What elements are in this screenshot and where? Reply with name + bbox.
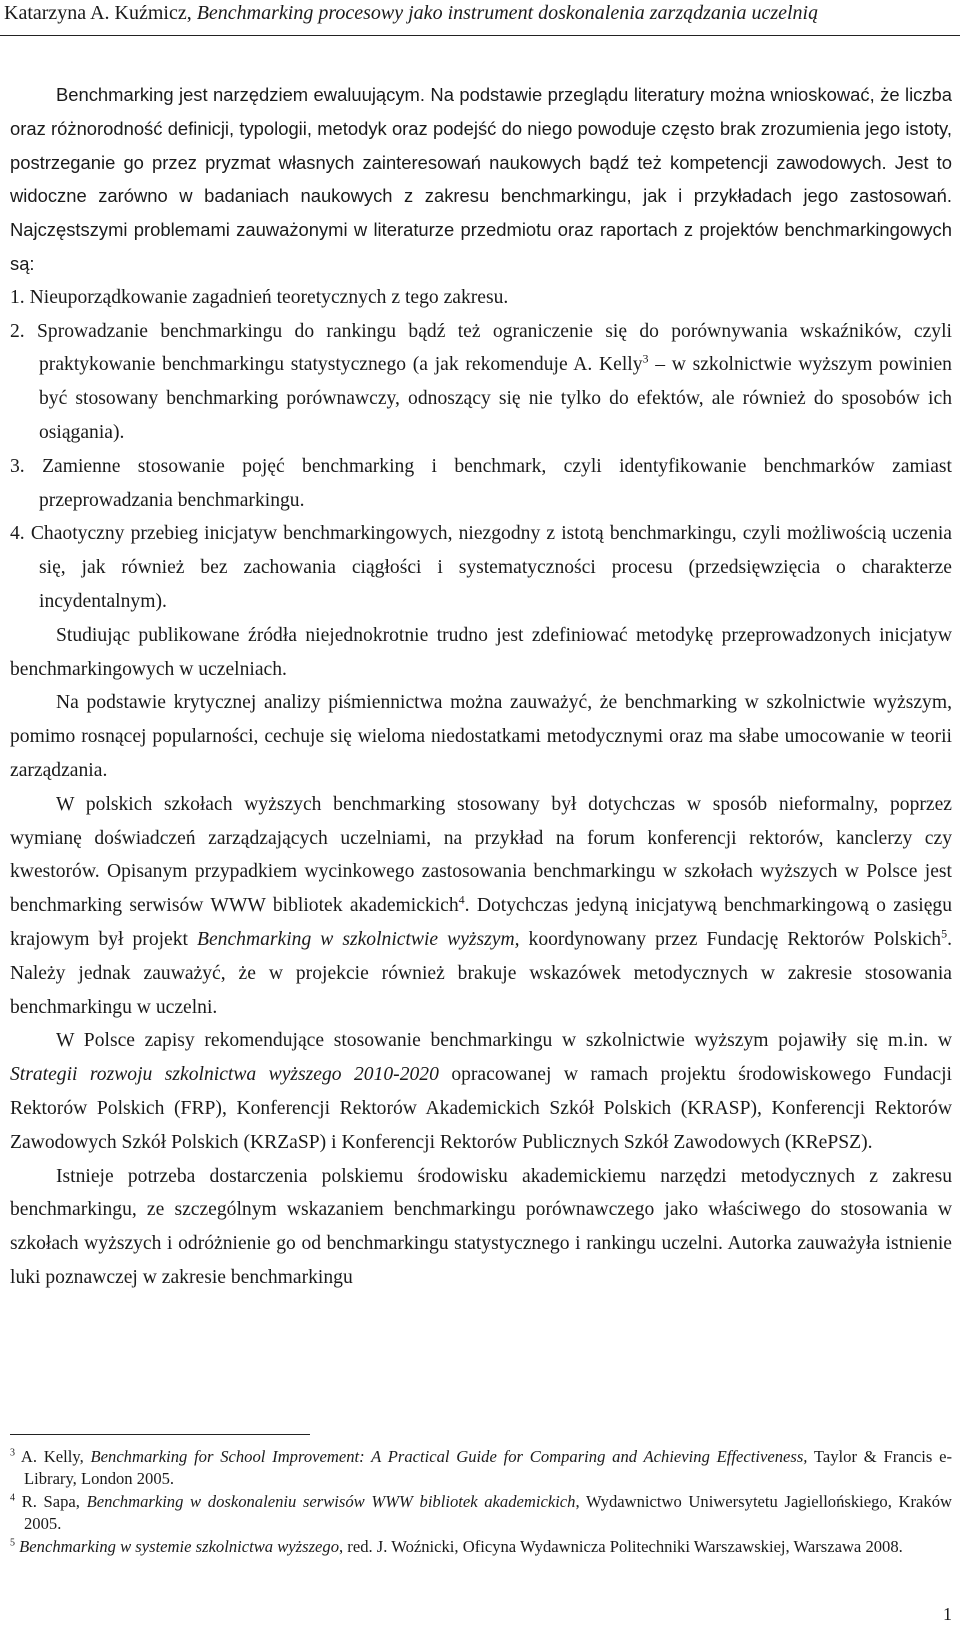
main-text — [10, 78, 952, 1295]
paragraph-need: Istnieje potrzeba dostarczenia polskiemu środowisku akademickiemu narzędzi metodycznych z zakresu benchmarkingu, ze szczególnym wskazaniem benchmarkingu porównawczego jako właściwego do stosowania w szkołach wyższych i odróżnienie go od benchmarkingu statystycznego i rankingu uczelni. Autorka zauważyła istnienie luki poznawczej w zakresie benchmarkingu — [10, 1165, 952, 1288]
list-item-2 — [10, 315, 952, 450]
paragraph-analysis: Na podstawie krytycznej analizy piśmiennictwa można zauważyć, że benchmarking w szkolnictwie wyższym, pomimo rosnącej popularności, cechuje się wieloma niedostatkami metodycznymi oraz ma słabe umocowanie w teorii zarządzania. — [10, 692, 952, 781]
italic-title: Strategii rozwoju szkolnictwa wyższego 2010-2020 — [10, 1064, 439, 1086]
header-author: Katarzyna A. Kuźmicz, — [4, 2, 197, 24]
footnote-ref-4: 4 — [458, 892, 465, 907]
page-number: 1 — [943, 1604, 952, 1624]
paragraph-strategy — [10, 1024, 952, 1159]
footnote-number: 5 — [10, 1537, 15, 1549]
text-span: R. Sapa, — [15, 1491, 87, 1511]
text-span: W polskich szkołach wyższych benchmarking stosowany był dotychczas w sposób nieformalny, poprzez wymianę doświadczeń zarządzających uczelniami, na przykład na forum konferencji rektorów, kanclerzy czy kwestorów. Opisanym przypadkiem wycinkowego zastosowania benchmarkingu w szkołach wyższych w Polsce jest benchmarking serwisów WWW bibliotek akademickich — [10, 793, 952, 917]
text-span: Taylor & Francis e-Library, London 2005. — [24, 1447, 952, 1489]
list-item-2-text-b: – w szkolnictwie wyższym powinien być stosowany benchmarking porównawczy, odnoszący się nie tylko do efektów, ale również do sposobów ich osiągania). — [39, 354, 952, 443]
footnote-ref-5: 5 — [941, 926, 948, 941]
footnote-4 — [10, 1491, 952, 1536]
text-span: opracowanej w ramach projektu środowiskowego Fundacji Rektorów Polskich (FRP), Konferencji Rektorów Akademickich Szkół Polskich (KRASP), Konferencji Rektorów Zawodowych Szkół Polskich (KRZaSP) i Konferencji Rektorów Publicznych Szkół Zawodowych (KRePSZ). — [10, 1064, 952, 1153]
footnote-5 — [10, 1536, 952, 1558]
list-item-1: 1. Nieuporządkowanie zagadnień teoretycznych z tego zakresu. — [10, 286, 509, 308]
list-item-3: 3. Zamienne stosowanie pojęć benchmarking i benchmark, czyli identyfikowanie benchmarków zamiast przeprowadzania benchmarkingu. — [10, 455, 952, 511]
paragraph-sources: Studiując publikowane źródła niejednokrotnie trudno jest zdefiniować metodykę przeprowadzonych inicjatyw benchmarkingowych w uczelniach. — [10, 624, 952, 680]
text-span: , red. J. Woźnicki, Oficyna Wydawnicza Politechniki Warszawskiej, Warszawa 2008. — [339, 1536, 903, 1556]
text-span: A. Kelly, — [15, 1447, 91, 1466]
footnote-ref-3: 3 — [642, 351, 649, 366]
text-span: . Dotychczas jedyną inicjatywą benchmarkingową o zasięgu krajowym był projekt — [10, 895, 953, 950]
running-header — [0, 0, 960, 36]
footnote-number: 3 — [10, 1447, 15, 1459]
italic-title: Benchmarking w szkolnictwie wyższym, — [197, 928, 520, 950]
text-span: . Należy jednak zauważyć, że w projekcie również brakuje wskazówek metodycznych w zakresie stosowania benchmarkingu w uczelni. — [10, 928, 952, 1018]
list-item-2-text-a: 2. Sprowadzanie benchmarkingu do rankingu bądź też ograniczenie się do porównywania wskaźników, czyli praktykowanie benchmarkingu statystycznego (a jak rekomenduje A. Kelly — [10, 320, 952, 376]
footnote-3 — [10, 1446, 952, 1491]
italic-title: Benchmarking for School Improvement: A Practical Guide for Comparing and Achieving Effectiveness, — [90, 1447, 808, 1466]
text-span: koordynowany przez Fundację Rektorów Polskich — [519, 928, 942, 950]
footnote-separator — [10, 1434, 310, 1435]
text-span: , Wydawnictwo Uniwersytetu Jagiellońskiego, Kraków 2005. — [24, 1491, 952, 1534]
italic-title: Benchmarking w systemie szkolnictwa wyższego — [19, 1536, 339, 1556]
paragraph-polish-schools — [10, 788, 952, 1025]
italic-title: Benchmarking w doskonaleniu serwisów WWW bibliotek akademickich — [86, 1491, 576, 1511]
footnote-number: 4 — [10, 1492, 15, 1504]
text-span: W Polsce zapisy rekomendujące stosowanie benchmarkingu w szkolnictwie wyższym pojawiły się m.in. w — [56, 1030, 952, 1052]
paragraph-intro: Benchmarking jest narzędziem ewaluującym. Na podstawie przeglądu literatury można wnioskować, że liczba oraz różnorodność definicji, typologii, metodyk oraz podejść do niego powoduje często brak zrozumienia jego istoty, postrzeganie go przez pryzmat własnych zainteresowań naukowych bądź też kompetencji zawodowych. Jest to widoczne zarówno w badaniach naukowych z zakresu benchmarkingu, jak i przykładach jego zastosowań. Najczęstszymi problemami zauważonymi w literaturze przedmiotu oraz raportach z projektów benchmarkingowych są: — [10, 84, 952, 274]
header-title: Benchmarking procesowy jako instrument doskonalenia zarządzania uczelnią — [196, 2, 819, 24]
list-item-4: 4. Chaotyczny przebieg inicjatyw benchmarkingowych, niezgodny z istotą benchmarkingu, czyli możliwością uczenia się, jak również bez zachowania ciągłości i systematyczności procesu (przedsięwzięcia o charakterze incydentalnym). — [10, 523, 952, 612]
footnotes — [10, 1446, 952, 1558]
